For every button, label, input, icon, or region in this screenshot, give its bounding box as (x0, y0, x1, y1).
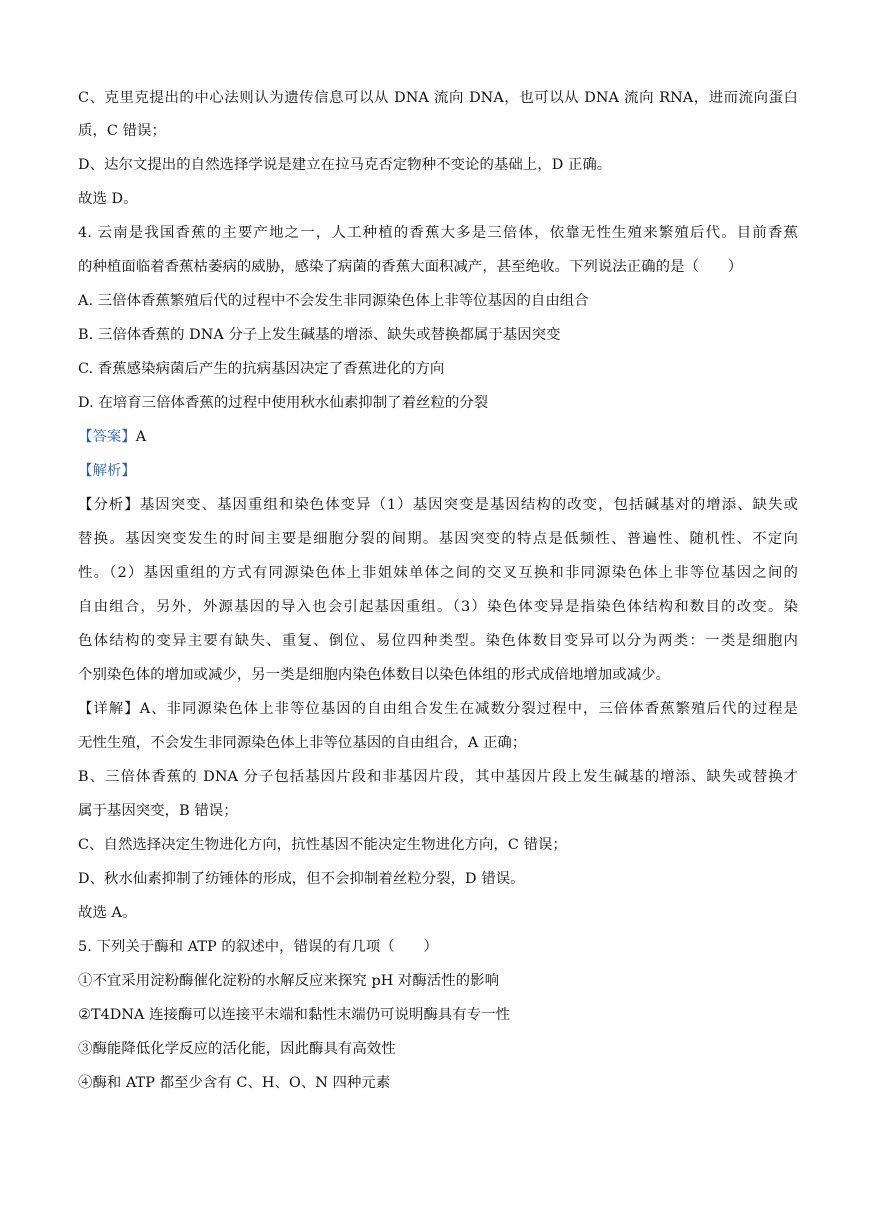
option-b: B. 三倍体香蕉的 DNA 分子上发生碱基的增添、缺失或替换都属于基因突变 (78, 327, 561, 343)
option-c: C. 香蕉感染病菌后产生的抗病基因决定了香蕉进化的方向 (78, 361, 445, 377)
conclusion-line: 故选 A。 (78, 905, 137, 921)
question-5-stem: 5. 下列关于酶和 ATP 的叙述中，错误的有几项（ ） (78, 939, 438, 955)
analysis-text: 基因突变、基因重组和染色体变异（1）基因突变是基因结构的改变，包括碱基对的增添、缺失或 (139, 497, 798, 513)
answer-value: A (135, 429, 147, 445)
analysis-line (78, 495, 798, 515)
detail-line: 无性生殖，不会发生非同源染色体上非等位基因的自由组合，A 正确； (78, 735, 527, 751)
statement-4: ④酶和 ATP 都至少含有 C、H、O、N 四种元素 (78, 1075, 391, 1091)
analysis-heading (78, 461, 798, 481)
detail-tag: 【详解】 (78, 701, 140, 717)
text-line: 质，C 错误； (78, 123, 166, 139)
question-4-stem: 4. 云南是我国香蕉的主要产地之一，人工种植的香蕉大多是三倍体，依靠无性生殖来繁殖后代。目前香蕉 (78, 225, 798, 241)
answer-tag: 【答案】 (78, 429, 136, 445)
analysis-tag: 【解析】 (78, 463, 136, 479)
detail-line: C、自然选择决定生物进化方向，抗性基因不能决定生物进化方向，C 错误； (78, 837, 567, 853)
analysis-line: 色体结构的变异主要有缺失、重复、倒位、易位四种类型。染色体数目变异可以分为两类：一类是细胞内 (78, 633, 798, 649)
text-line: C、克里克提出的中心法则认为遗传信息可以从 DNA 流向 DNA，也可以从 DNA 流向 RNA，进而流向蛋白 (78, 90, 798, 106)
detail-line: D、秋水仙素抑制了纺锤体的形成，但不会抑制着丝粒分裂，D 错误。 (78, 871, 525, 887)
analysis-line: 性。（2）基因重组的方式有同源染色体上非姐妹单体之间的交叉互换和非同源染色体上非等位基因之间的 (78, 565, 798, 581)
detail-line: 属于基因突变，B 错误； (78, 803, 238, 819)
statement-3: ③酶能降低化学反应的活化能，因此酶具有高效性 (78, 1041, 396, 1057)
analysis-line: 替换。基因突变发生的时间主要是细胞分裂的间期。基因突变的特点是低频性、普遍性、随机性、不定向 (78, 531, 798, 547)
option-d: D. 在培育三倍体香蕉的过程中使用秋水仙素抑制了着丝粒的分裂 (78, 395, 489, 411)
analysis-line: 自由组合，另外，外源基因的导入也会引起基因重组。（3）染色体变异是指染色体结构和数目的改变。染 (78, 599, 798, 615)
fenxi-tag: 【分析】 (78, 497, 140, 513)
answer-line (78, 427, 798, 447)
detail-text: A、非同源染色体上非等位基因的自由组合发生在减数分裂过程中，三倍体香蕉繁殖后代的过程是 (139, 701, 798, 717)
question-4-stem: 的种植面临着香蕉枯萎病的威胁，感染了病菌的香蕉大面积减产，甚至绝收。下列说法正确的是（ ） (78, 259, 743, 275)
analysis-line: 个别染色体的增加或减少，另一类是细胞内染色体数目以染色体组的形式成倍地增加或减少。 (78, 667, 671, 683)
statement-1: ①不宜采用淀粉酶催化淀粉的水解反应来探究 pH 对酶活性的影响 (78, 973, 500, 989)
detail-line (78, 699, 798, 719)
detail-line: B、三倍体香蕉的 DNA 分子包括基因片段和非基因片段，其中基因片段上发生碱基的增添、缺失或替换才 (78, 769, 798, 785)
statement-2: ②T4DNA 连接酶可以连接平末端和黏性末端仍可说明酶具有专一性 (78, 1007, 511, 1023)
text-line: D、达尔文提出的自然选择学说是建立在拉马克否定物种不变论的基础上，D 正确。 (78, 157, 612, 173)
option-a: A. 三倍体香蕉繁殖后代的过程中不会发生非同源染色体上非等位基因的自由组合 (78, 293, 589, 309)
text-line: 故选 D。 (78, 191, 138, 207)
